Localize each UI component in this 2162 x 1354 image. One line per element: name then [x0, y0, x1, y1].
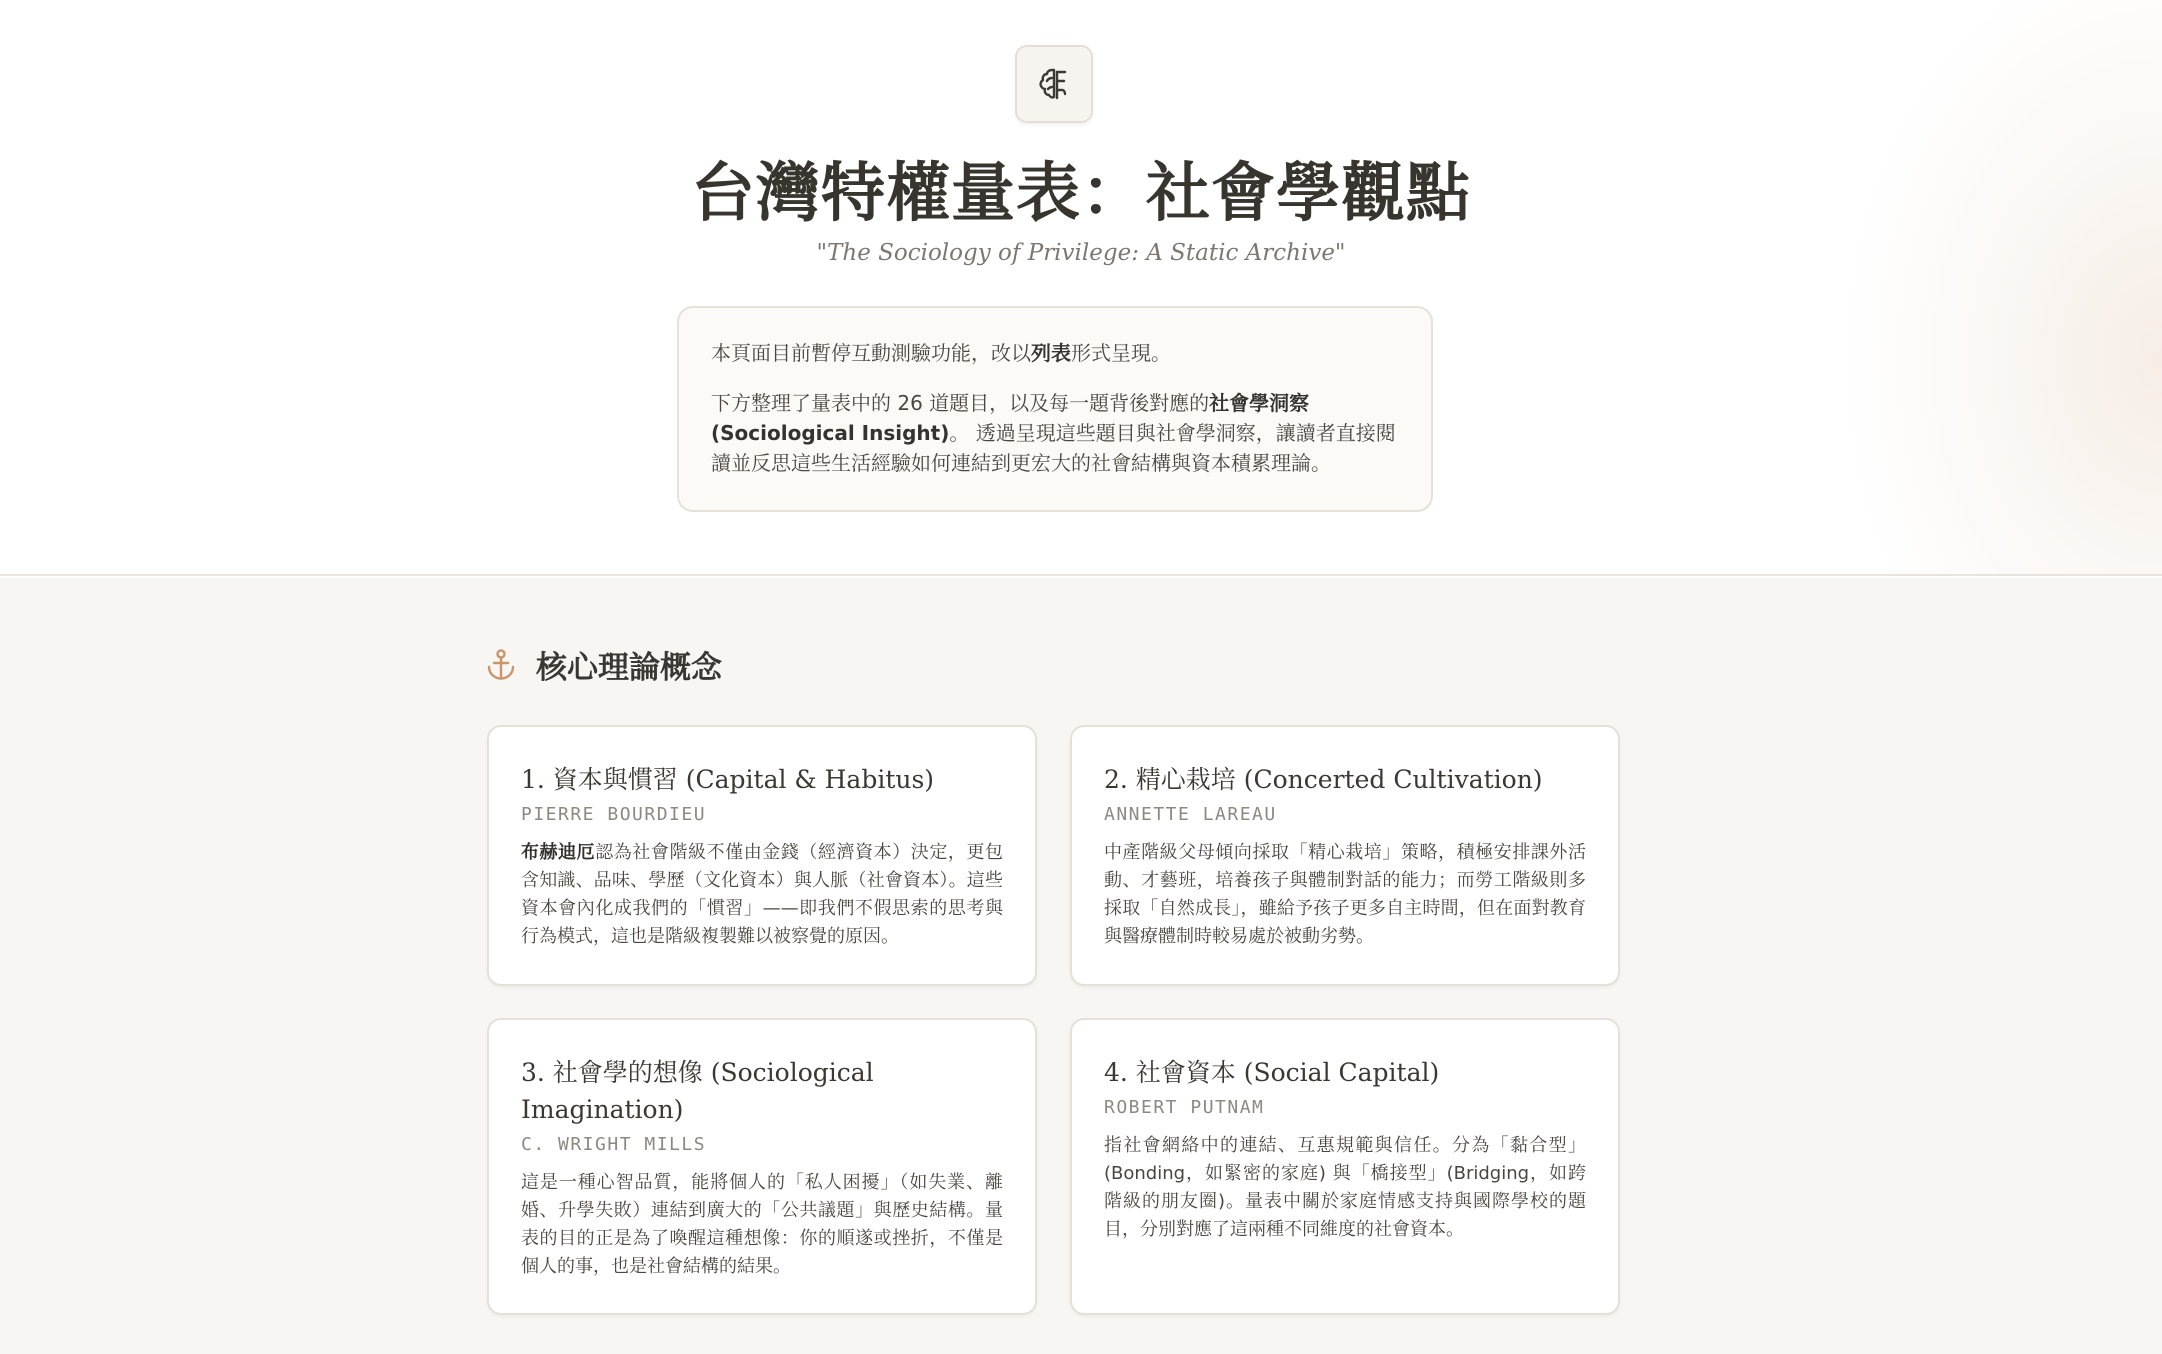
intro-p1-text: 本頁面目前暫停互動測驗功能，改以	[711, 341, 1031, 365]
card-body-text: 認為社會階級不僅由金錢（經濟資本）決定，更包含知識、品味、學歷（文化資本）與人脈（社會資本）。這些資本會內化成我們的「慣習」——即我們不假思索的思考與行為模式，這也是階級複製難以被察覺的原因。	[521, 842, 1004, 947]
concept-card-capital-habitus	[487, 725, 1037, 986]
hero-section	[0, 0, 2162, 576]
card-body	[521, 839, 1003, 951]
intro-p2-bold: 社會學洞察 (Sociological Insight)	[711, 391, 1310, 445]
card-body: 指社會網絡中的連結、互惠規範與信任。分為「黏合型」(Bonding，如緊密的家庭) 與「橋接型」(Bridging，如跨階級的朋友圈)。量表中關於家庭情感支持與國際學校的題目，分別對應了這兩種不同維度的社會資本。	[1104, 1135, 1586, 1240]
intro-notice	[677, 306, 1433, 512]
section-title: 核心理論概念	[536, 650, 722, 686]
concept-card-concerted-cultivation	[1070, 725, 1620, 986]
card-title: 1. 資本與慣習 (Capital & Habitus)	[521, 765, 935, 794]
intro-p1-bold: 列表	[1031, 341, 1071, 365]
intro-paragraph-2	[711, 388, 1399, 478]
brain-icon	[1034, 64, 1074, 104]
card-author: C. WRIGHT MILLS	[521, 1134, 707, 1155]
intro-paragraph-1	[711, 338, 1399, 368]
card-body-bold: 布赫迪厄	[521, 842, 596, 863]
card-body: 這是一種心智品質，能將個人的「私人困擾」（如失業、離婚、升學失敗）連結到廣大的「公共議題」與歷史結構。量表的目的正是為了喚醒這種想像：你的順遂或挫折，不僅是個人的事，也是社會結構的結果。	[521, 1172, 1003, 1277]
card-author: PIERRE BOURDIEU	[521, 804, 707, 825]
intro-p2-text: 下方整理了量表中的 26 道題目，以及每一題背後對應的	[711, 391, 1210, 415]
card-title: 2. 精心栽培 (Concerted Cultivation)	[1104, 765, 1543, 794]
intro-p1-suffix: 形式呈現。	[1071, 341, 1171, 365]
card-author: ANNETTE LAREAU	[1104, 804, 1277, 825]
card-title: 3. 社會學的想像 (Sociological Imagination)	[521, 1058, 874, 1124]
concept-card-social-capital	[1070, 1018, 1620, 1315]
card-author: ROBERT PUTNAM	[1104, 1097, 1265, 1118]
logo-badge	[1015, 45, 1093, 123]
page-title: 台灣特權量表：社會學觀點	[691, 156, 1471, 231]
section-heading	[486, 642, 722, 687]
anchor-icon	[486, 648, 516, 682]
card-body: 中產階級父母傾向採取「精心栽培」策略，積極安排課外活動、才藝班，培養孩子與體制對話的能力；而勞工階級則多採取「自然成長」，雖給予孩子更多自主時間，但在面對教育與醫療體制時較易處於被動劣勢。	[1104, 842, 1586, 947]
card-title: 4. 社會資本 (Social Capital)	[1104, 1058, 1440, 1087]
page-subtitle: "The Sociology of Privilege: A Static Archive"	[816, 240, 1346, 266]
concept-card-sociological-imagination	[487, 1018, 1037, 1315]
intro-p2-suffix: 。 透過呈現這些題目與社會學洞察，讓讀者直接閱讀並反思這些生活經驗如何連結到更宏大的社會結構與資本積累理論。	[711, 421, 1396, 475]
